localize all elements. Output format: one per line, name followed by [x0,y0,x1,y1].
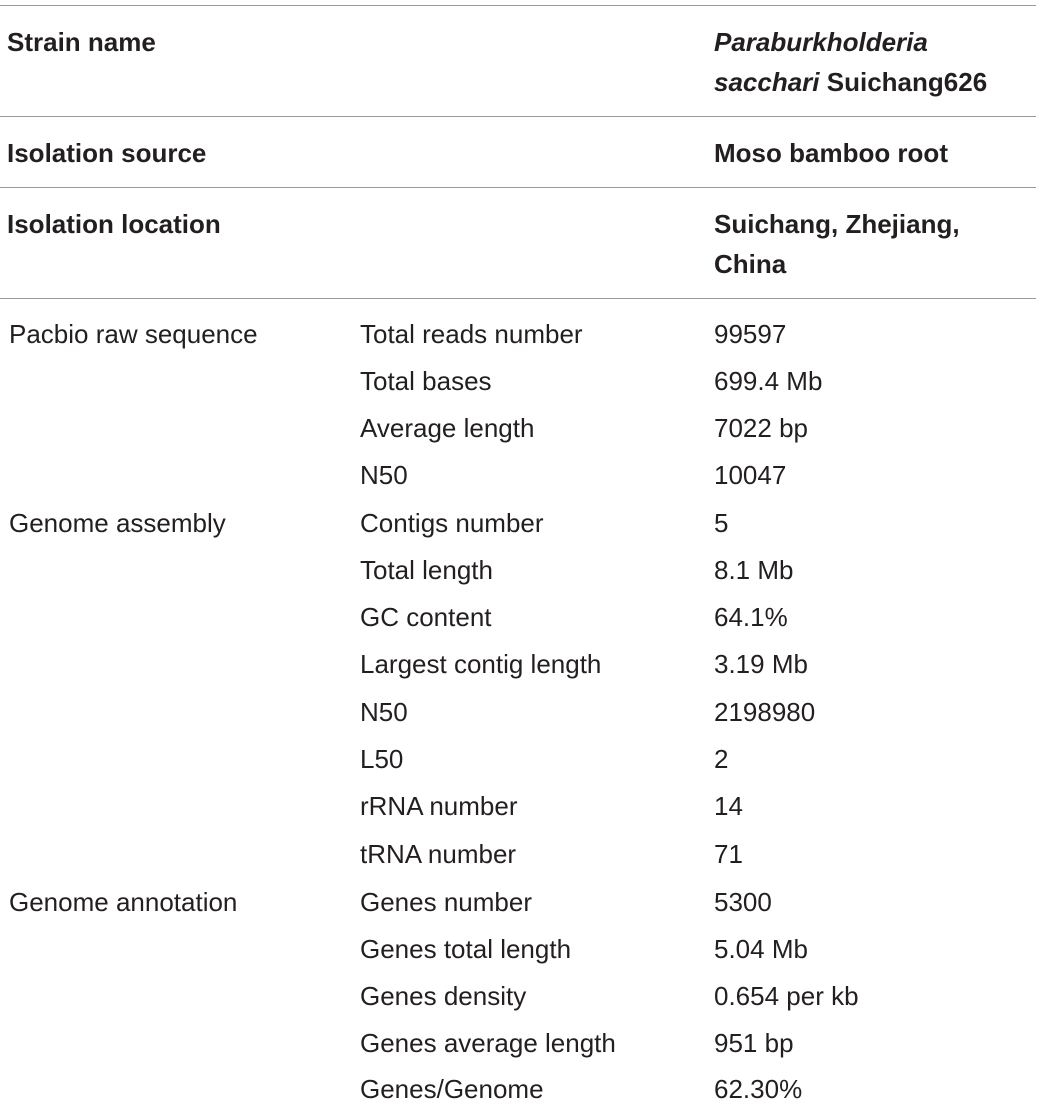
metric-cell: Genes/Genome [360,1074,544,1104]
value-cell: 5300 [714,887,772,917]
species-name: Paraburkholderia sacchari [714,27,928,97]
category-cell: Pacbio raw sequence [9,319,258,349]
value-cell: 3.19 Mb [714,649,808,679]
isolation-source-value: Moso bamboo root [714,138,948,168]
strain-id: Suichang626 [819,67,988,97]
table-row [0,452,1036,499]
metric-cell: Largest contig length [360,649,602,679]
table-row [0,926,1036,973]
value-cell: 71 [714,839,743,869]
isolation-source-row [0,133,1036,173]
metric-cell: Genes number [360,887,532,917]
value-cell: 62.30% [714,1074,803,1104]
isolation-location-label: Isolation location [7,209,221,239]
value-cell: 5.04 Mb [714,934,808,964]
table-row [0,1066,1036,1113]
table-row [0,1020,1036,1067]
value-cell: 14 [714,791,743,821]
table-row [0,736,1036,783]
table-row [0,405,1036,452]
row-divider [0,187,1036,188]
value-cell: 99597 [714,319,787,349]
table-row [0,831,1036,878]
table-row [0,879,1036,926]
metric-cell: Genes total length [360,934,572,964]
metric-cell: Contigs number [360,508,544,538]
table-row [0,358,1036,405]
metric-cell: Total reads number [360,319,583,349]
metric-cell: tRNA number [360,839,517,869]
value-cell: 2 [714,744,729,774]
table-row [0,783,1036,830]
metric-cell: N50 [360,697,408,727]
value-cell: 699.4 Mb [714,366,823,396]
strain-name-label: Strain name [7,27,156,57]
table-row [0,689,1036,736]
metric-cell: Total length [360,555,493,585]
metric-cell: Total bases [360,366,492,396]
value-cell: 64.1% [714,602,788,632]
strain-name-row [0,22,1036,102]
category-cell: Genome assembly [9,508,226,538]
value-cell: 7022 bp [714,413,808,443]
table-row [0,311,1036,358]
value-cell: 951 bp [714,1028,794,1058]
isolation-location-row [0,204,1036,284]
value-cell: 2198980 [714,697,816,727]
metric-cell: L50 [360,744,404,774]
table-row [0,594,1036,641]
row-divider [0,116,1036,117]
metric-cell: Genes density [360,981,527,1011]
table-row [0,973,1036,1020]
category-cell: Genome annotation [9,887,238,917]
value-cell: 5 [714,508,729,538]
top-rule [0,5,1036,6]
value-cell: 10047 [714,460,787,490]
table-row [0,500,1036,547]
value-cell: 8.1 Mb [714,555,794,585]
strain-name-value [714,22,1036,102]
table-row [0,547,1036,594]
row-divider [0,298,1036,299]
metric-cell: GC content [360,602,492,632]
isolation-location-value: Suichang, Zhejiang, China [714,209,960,279]
metric-cell: N50 [360,460,408,490]
metric-cell: rRNA number [360,791,518,821]
table-row [0,641,1036,688]
isolation-source-label: Isolation source [7,138,207,168]
metric-cell: Genes average length [360,1028,616,1058]
value-cell: 0.654 per kb [714,981,859,1011]
metric-cell: Average length [360,413,535,443]
